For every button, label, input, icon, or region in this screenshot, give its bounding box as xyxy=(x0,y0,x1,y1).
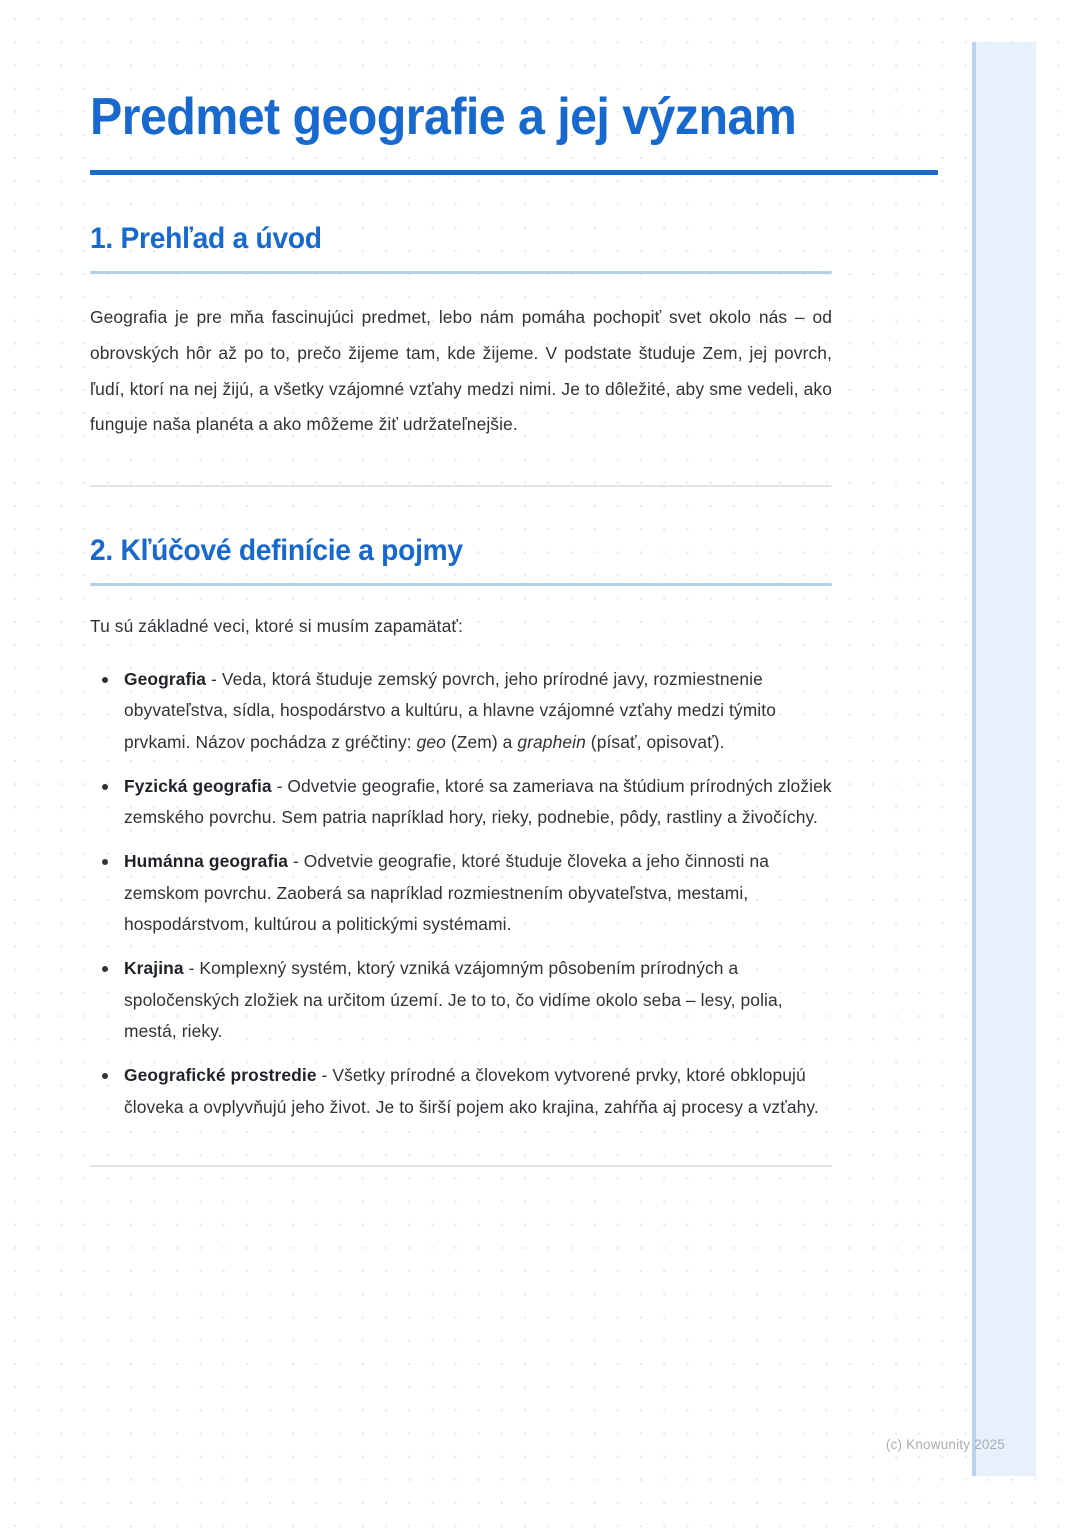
section-overview xyxy=(90,221,832,443)
section-2-heading: 2. Kľúčové definície a pojmy xyxy=(90,533,463,567)
definitions-list xyxy=(90,664,832,1124)
section-divider-2 xyxy=(90,1165,832,1167)
term-label: Geografia xyxy=(124,668,207,689)
section-key-definitions xyxy=(90,533,832,1123)
term-definition: - Veda, ktorá študuje zemský povrch, jeho prírodné javy, rozmiestnenie obyvateľstva, sídla, hospodárstvo a kultúru, a hlavne vzájomné vzťahy medzi týmito prvkami. Názov pochádza z gréčtiny: xyxy=(124,668,776,752)
section-1-heading: 1. Prehľad a úvod xyxy=(90,222,322,256)
list-item xyxy=(124,1060,832,1123)
term-definition-cont: (Zem) a xyxy=(445,731,518,752)
term-definition: - Odvetvie geografie, ktoré študuje človeka a jeho činnosti na zemskom povrchu. Zaoberá sa napríklad rozmiestnením obyvateľstva, mestami, hospodárstvom, kultúrou a politickými systémami. xyxy=(124,850,769,935)
term-definition: - Všetky prírodné a človekom vytvorené prvky, ktoré obklopujú človeka a ovplyvňujú jeho život. Je to širší pojem ako krajina, zahŕňa aj procesy a vzťahy. xyxy=(124,1064,819,1117)
term-definition: - Komplexný systém, ktorý vzniká vzájomným pôsobením prírodných a spoločenských zložiek na určitom území. Je to to, čo vidíme okolo seba – lesy, polia, mestá, rieky. xyxy=(124,957,783,1042)
term-label: Fyzická geografia xyxy=(124,775,272,796)
term-italic-graphein: graphein xyxy=(517,731,586,752)
page-title: Predmet geografie a jej význam xyxy=(90,88,797,146)
term-label: Humánna geografia xyxy=(124,850,289,871)
section-2-heading-rule xyxy=(90,583,832,586)
list-item xyxy=(124,953,832,1048)
list-item xyxy=(124,846,832,941)
footer-copyright: (c) Knowunity 2025 xyxy=(885,1437,1005,1452)
term-definition: - Odvetvie geografie, ktoré sa zameriava na štúdium prírodných zložiek zemského povrchu. Sem patria napríklad hory, rieky, podnebie, pôdy, rastliny a živočíchy. xyxy=(124,775,832,828)
section-1-heading-rule xyxy=(90,271,832,274)
term-italic-geo: geo xyxy=(416,731,446,752)
section-divider-1 xyxy=(90,485,832,487)
term-label: Geografické prostredie xyxy=(124,1064,317,1085)
title-divider xyxy=(90,170,938,175)
term-label: Krajina xyxy=(124,957,184,978)
right-margin-band xyxy=(972,42,1036,1476)
section-2-lead: Tu sú základné veci, ktoré si musím zapamätať: xyxy=(90,615,463,636)
list-item xyxy=(124,771,832,834)
document-content xyxy=(90,0,832,1167)
term-definition-end: (písať, opisovať). xyxy=(585,731,725,752)
section-1-paragraph: Geografia je pre mňa fascinujúci predmet, lebo nám pomáha pochopiť svet okolo nás – od obrovských hôr až po to, prečo žijeme tam, kde žijeme. V podstate študuje Zem, jej povrch, ľudí, ktorí na nej žijú, a všetky vzájomné vzťahy medzi nimi. Je to dôležité, aby sme vedeli, ako funguje naša planéta a ako môžeme žiť udržateľnejšie. xyxy=(90,307,832,435)
list-item xyxy=(124,664,832,759)
